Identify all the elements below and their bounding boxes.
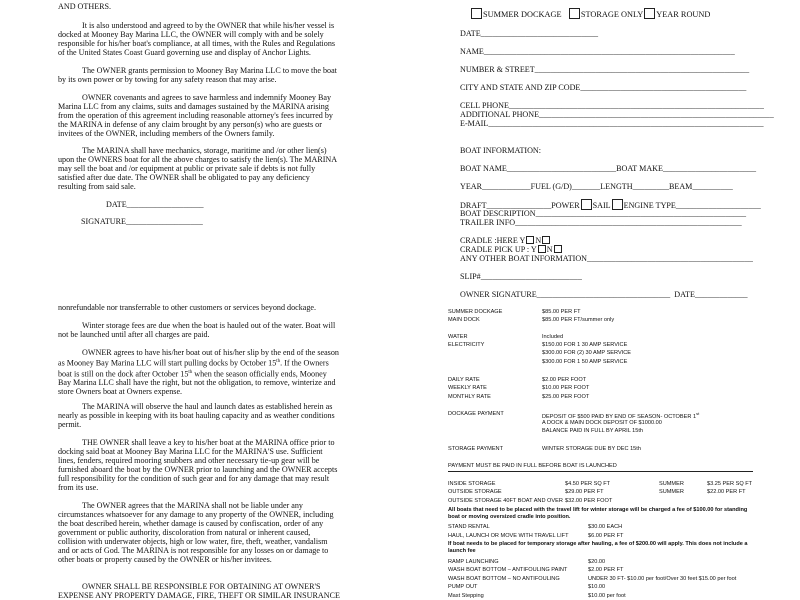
rate-label: WASH BOAT BOTTOM – ANTIFOULING PAINT [448, 567, 568, 573]
rate-label: PUMP OUT [448, 584, 478, 590]
rate-value: A DOCK & MAIN DOCK DEPOSIT OF $1000.00 [542, 420, 662, 426]
slip-removal-paragraph: OWNER agrees to have his/her boat out of his/her slip by the end of the season as Mooney Bay Marina LLC will start pulling docks by October 15th. If the Owners boat is still on the dock after October 15th when the season officially ends, Mooney Bay Marina LLC shall have the right, but not the obligation, to remove, winterize and store Owners boat at Owners expense. [58, 348, 339, 397]
date-line: DATE___________________ [106, 200, 204, 209]
rate-label: DOCKAGE PAYMENT [448, 411, 504, 417]
rate-label: DAILY RATE [448, 377, 480, 383]
form-date-field[interactable]: DATE_____________________________ [460, 29, 599, 38]
winter-storage-paragraph: Winter storage fees are due when the boat is hauled out of the water. Boat will not be launched until after all charges are paid. [58, 321, 336, 339]
lift-fee-note: All boats that need to be placed with the travel lift for winter storage will be charged a fee of $100.00 for standing boat or moving oversized cradle into position. [448, 507, 748, 520]
boat-specs-field[interactable]: YEAR____________FUEL (G/D)_______LENGTH_________BEAM__________ [460, 182, 733, 191]
rate-label: OUTSIDE STORAGE [448, 489, 502, 495]
rate-label: SUMMER DOCKAGE [448, 309, 503, 315]
rate-value: $6.00 PER FT [588, 533, 624, 539]
rate-value: Included [542, 334, 564, 340]
cradle-here-no-checkbox[interactable] [542, 236, 550, 244]
other-boat-info-field[interactable]: ANY OTHER BOAT INFORMATION_________________________________________ [460, 254, 753, 263]
rate-value: $85.00 PER FT [542, 309, 581, 315]
anchor-lights-paragraph: It is also understood and agreed to by the OWNER that while his/her vessel is docked at Mooney Bay Marina LLC, the OWNER will comply with and be solely responsible for his/her boat's compliance, at all times, with the Rules and Regulations of the United States Coast Guard governing use and display of Anchor Lights. [58, 21, 336, 57]
cradle-here-row[interactable]: CRADLE :HERE Y N [460, 236, 551, 245]
indemnify-paragraph: OWNER covenants and agrees to save harmless and indemnify Mooney Bay Marina LLC from any claims, suits and damages sustained by the MARINA arising from the operation of this agreement including reasonable attorney's fees incurred by the MARINA in defense of any claim brought by any person(s) who are guests or invitees of the OWNER, including members of the Owners family. [58, 93, 333, 138]
rate-value: $10.00 PER FOOT [542, 385, 590, 391]
rate-value: $32.00 PER FOOT [565, 498, 613, 504]
cradle-pickup-no-checkbox[interactable] [554, 245, 562, 253]
rate-label: SUMMER [659, 481, 684, 487]
rate-label: STORAGE PAYMENT [448, 446, 504, 452]
rate-value: $3.25 PER SQ FT [707, 481, 753, 487]
service-options: SUMMER DOCKAGE STORAGE ONLY YEAR ROUND [470, 8, 710, 19]
rate-value: UNDER 30 FT- $10.00 per foot/Over 30 feet $15.00 per foot [588, 576, 737, 582]
rate-label: MONTHLY RATE [448, 394, 491, 400]
fragment-line: AND OTHERS. [58, 2, 112, 11]
cradle-pickup-yes-checkbox[interactable] [538, 245, 546, 253]
rate-value: $30.00 EACH [588, 524, 623, 530]
rate-value: $150.00 FOR 1 30 AMP SERVICE [542, 342, 628, 348]
owner-signature-row[interactable]: OWNER SIGNATURE_________________________________ DATE_____________ [460, 290, 748, 299]
lien-paragraph: The MARINA shall have mechanics, storage, maritime and /or other lien(s) upon the OWNERS boat for all the above charges to satisfy the lien(s). The MARINA may sell the boat and /or equipment at public or private sale if debts is not fully satisfied after due date. The OWNER shall be obligated to pay any deficiency resulting from said sale. [58, 146, 337, 191]
liability-paragraph: The OWNER agrees that the MARINA shall not be liable under any circumstances whatsoever for any damage to any property of the OWNER, including the boat described herein, whether damage is caused by confiscation, order of any government or public authority, discoloration from natural or inherent caused, collision with underwater objects, high or low water, fire, theft, weather, vandalism and or acts of God. The MARINA is not responsible for any losses on or damage to other boats or property caused by the OWNER or his/her invitees. [58, 501, 334, 564]
rate-value: $25.00 PER FOOT [542, 394, 590, 400]
city-field[interactable]: CITY AND STATE AND ZIP CODE_________________________________________ [460, 83, 747, 92]
rate-value: $300.00 FOR (2) 30 AMP SERVICE [542, 350, 632, 356]
trailer-info-field[interactable]: TRAILER INFO________________________________________________________ [460, 218, 742, 227]
rate-value: $85.00 PER FT/summer only [542, 317, 615, 323]
boat-info-heading: BOAT INFORMATION: [460, 146, 542, 155]
cradle-here-yes-checkbox[interactable] [526, 236, 534, 244]
rate-value: $22.00 PER FT [707, 489, 746, 495]
rate-value: DEPOSIT OF $500 PAID BY END OF SEASON- OCTOBER 1st [542, 411, 700, 420]
name-field[interactable]: NAME______________________________________________________________ [460, 47, 735, 56]
rate-label: SUMMER [659, 489, 684, 495]
cradle-pickup-row[interactable]: CRADLE PICK UP : Y N [460, 245, 563, 254]
rate-value: $2.00 PER FOOT [542, 377, 587, 383]
rate-value: BALANCE PAID IN FULL BY APRIL 15th [542, 428, 644, 434]
rate-label: HAUL, LAUNCH OR MOVE WITH TRAVEL LIFT [448, 533, 569, 539]
draft-power-row[interactable]: DRAFT________________POWER SAIL ENGINE TYPE_____________________ [460, 201, 761, 210]
rate-label: ELECTRICITY [448, 342, 485, 348]
slip-field[interactable]: SLIP#_________________________ [460, 272, 582, 281]
rate-label: WASH BOAT BOTTOM – NO ANTIFOULING [448, 576, 560, 582]
rate-value: $29.00 PER FT [565, 489, 604, 495]
payment-notice: PAYMENT MUST BE PAID IN FULL BEFORE BOAT IS LAUNCHED [448, 463, 617, 469]
key-gear-paragraph: THE OWNER shall leave a key to his/her boat at the MARINA office prior to docking said boat at Mooney Bay Marina LLC for the MARINA'S use. Sufficient lines, fenders, required mooring snubbers and other necessary tie-up gear will be furnished aboard the boat by the OWNER prior to launching and the OWNER accepts full responsibility for the condition of such gear and for any damage that may result from its use. [58, 438, 338, 492]
rate-value: $20.00 [588, 559, 606, 565]
haul-launch-paragraph: The MARINA will observe the haul and launch dates as established herein as nearly as possible in keeping with its boat hauling capacity and as weather conditions permit. [58, 402, 335, 429]
additional-phone-field[interactable]: ADDITIONAL PHONE__________________________________________________________ [460, 110, 774, 119]
rate-value: WINTER STORAGE DUE BY DEC 15th [542, 446, 641, 452]
street-field[interactable]: NUMBER & STREET_____________________________________________________ [460, 65, 750, 74]
temporary-storage-note: If boat needs to be placed for temporary storage after hauling, a fee of $200.00 will apply. This does not include a launch fee [448, 541, 748, 554]
insurance-paragraph: OWNER SHALL BE RESPONSIBLE FOR OBTAINING AT OWNER'S EXPENSE ANY PROPERTY DAMAGE, FIRE, THEFT OR SIMILAR INSURANCE [58, 582, 340, 600]
rate-label: Mast Stepping [448, 593, 484, 599]
rate-label: INSIDE STORAGE [448, 481, 496, 487]
year-round-checkbox[interactable] [644, 8, 655, 19]
cell-phone-field[interactable]: CELL PHONE_______________________________________________________________ [460, 101, 764, 110]
boat-name-field[interactable]: BOAT NAME___________________________BOAT MAKE_______________________ [460, 164, 757, 173]
rate-label: OUTSIDE STORAGE 40FT BOAT AND OVER [448, 498, 563, 504]
summer-dockage-checkbox[interactable] [471, 8, 482, 19]
boat-description-field[interactable]: BOAT DESCRIPTION____________________________________________________ [460, 209, 747, 218]
email-field[interactable]: E-MAIL____________________________________________________________________ [460, 119, 764, 128]
rate-label: WEEKLY RATE [448, 385, 487, 391]
storage-only-checkbox[interactable] [569, 8, 580, 19]
rate-value: $300.00 FOR 1 50 AMP SERVICE [542, 359, 628, 365]
rate-value: $10.00 [588, 584, 606, 590]
rate-value: $2.00 PER FT [588, 567, 624, 573]
divider [448, 471, 753, 472]
rate-value: $10.00 per foot [588, 593, 626, 599]
rate-value: $4.50 PER SQ FT [565, 481, 611, 487]
signature-line: SIGNATURE___________________ [81, 217, 203, 226]
rate-label: MAIN DOCK [448, 317, 480, 323]
move-boat-paragraph: The OWNER grants permission to Mooney Bay Marina LLC to move the boat by its own power or by towing for any safety reason that may arise. [58, 66, 337, 84]
fragment-line-2: nonrefundable nor transferrable to other customers or services beyond dockage. [58, 303, 317, 312]
rate-label: WATER [448, 334, 468, 340]
rate-label: STAND RENTAL [448, 524, 490, 530]
rate-label: RAMP LAUNCHING [448, 559, 499, 565]
